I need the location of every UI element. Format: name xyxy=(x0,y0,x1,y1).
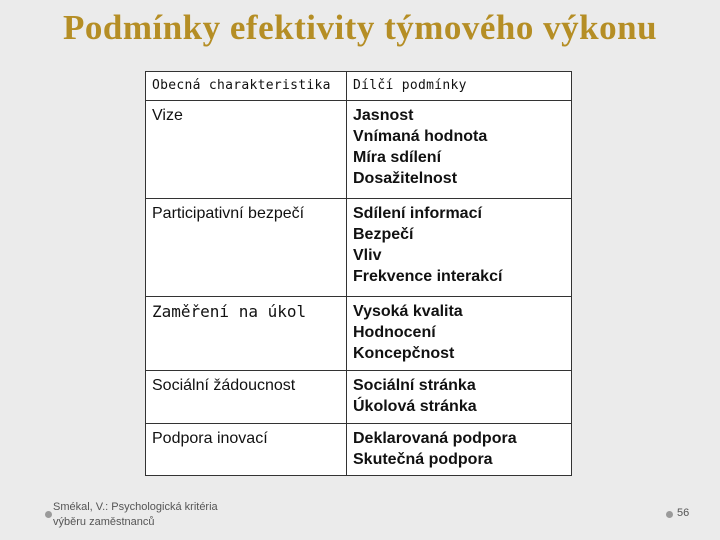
condition-item: Jasnost xyxy=(353,107,414,124)
footer-bullet-left xyxy=(45,511,52,518)
condition-item: Úkolová stránka xyxy=(353,398,477,415)
conditions-cell xyxy=(347,371,572,424)
condition-item: Koncepčnost xyxy=(353,345,455,362)
condition-item: Míra sdílení xyxy=(353,149,442,166)
condition-item: Sdílení informací xyxy=(353,205,482,222)
conditions-cell xyxy=(347,101,572,199)
condition-item: Sociální stránka xyxy=(353,377,476,394)
citation-line: Smékal, V.: Psychologická kritéria xyxy=(53,501,218,513)
table-row xyxy=(146,424,572,476)
footer-bullet-right xyxy=(666,511,673,518)
characteristic-cell: Participativní bezpečí xyxy=(146,199,347,297)
characteristic-cell: Vize xyxy=(146,101,347,199)
header-conditions: Dílčí podmínky xyxy=(347,72,572,101)
table-row xyxy=(146,199,572,297)
characteristic-cell: Sociální žádoucnost xyxy=(146,371,347,424)
condition-item: Hodnocení xyxy=(353,324,436,341)
condition-item: Vnímaná hodnota xyxy=(353,128,488,145)
page-number: 56 xyxy=(677,507,690,519)
condition-item: Deklarovaná podpora xyxy=(353,430,517,447)
condition-item: Vliv xyxy=(353,247,382,264)
table-header-row xyxy=(146,72,572,101)
header-characteristic: Obecná charakteristika xyxy=(146,72,347,101)
table-row xyxy=(146,297,572,371)
conditions-cell xyxy=(347,424,572,476)
citation-line: výběru zaměstnanců xyxy=(53,516,155,528)
characteristic-cell: Podpora inovací xyxy=(146,424,347,476)
condition-item: Dosažitelnost xyxy=(353,170,458,187)
conditions-cell xyxy=(347,297,572,371)
conditions-table xyxy=(145,71,572,476)
condition-item: Frekvence interakcí xyxy=(353,268,503,285)
condition-item: Vysoká kvalita xyxy=(353,303,463,320)
condition-item: Bezpečí xyxy=(353,226,414,243)
condition-item: Skutečná podpora xyxy=(353,451,493,468)
table-row xyxy=(146,101,572,199)
footer-citation xyxy=(53,500,283,530)
characteristic-cell: Zaměření na úkol xyxy=(146,297,347,371)
conditions-cell xyxy=(347,199,572,297)
slide-title: Podmínky efektivity týmového výkonu xyxy=(62,8,658,47)
table-row xyxy=(146,371,572,424)
